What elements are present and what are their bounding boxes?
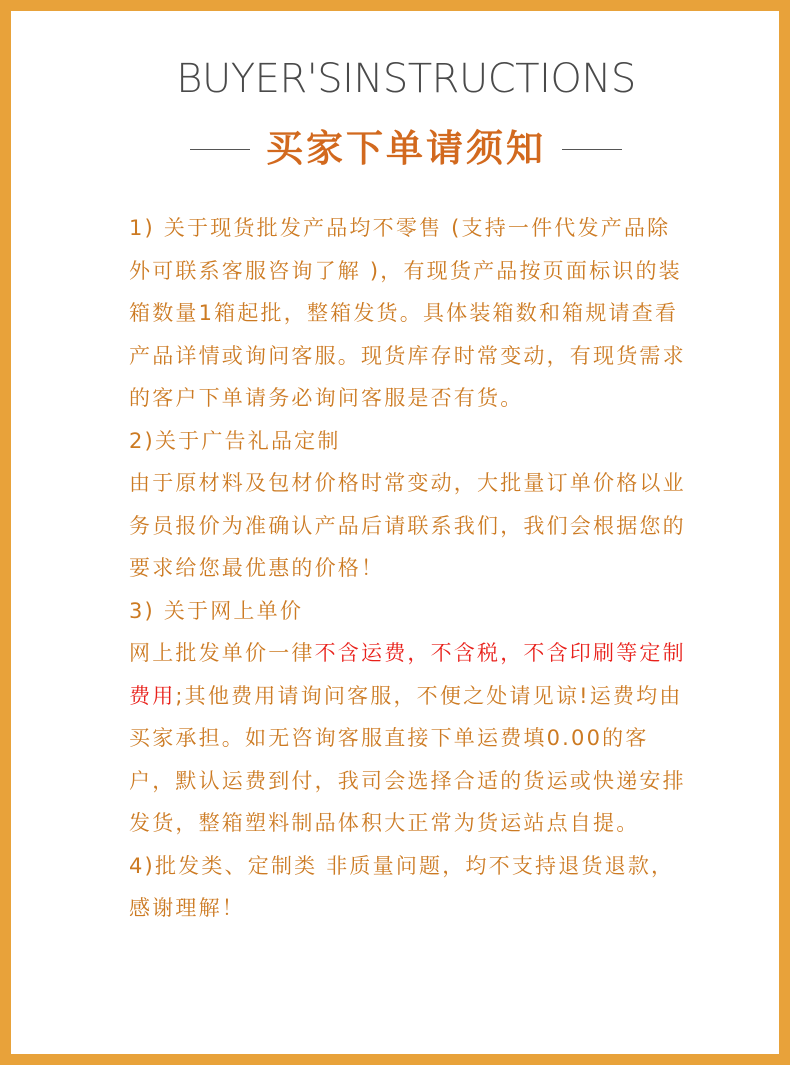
section-3-text (129, 632, 689, 845)
section-4-text: 4)批发类、定制类 非质量问题，均不支持退货退款，感谢理解！ (129, 853, 675, 920)
section-2-text: 由于原材料及包材价格时常变动，大批量订单价格以业务员报价为准确认产品后请联系我们，我们会根据您的要求给您最优惠的价格！ (129, 471, 686, 580)
section-2-heading: 2)关于广告礼品定制 (129, 428, 341, 453)
section-3-heading: 3) 关于网上单价 (129, 598, 304, 623)
section-1-text: 1) 关于现货批发产品均不零售 (支持一件代发产品除外可联系客服咨询了解 )，有现货产品按页面标识的装箱数量1箱起批，整箱发货。具体装箱数和箱规请查看产品详情或询问客服。现货库存时常变动，有现货需求的客户下单请务必询问客服是否有货。 (129, 216, 686, 410)
title-chinese: 买家下单请须知 (266, 127, 546, 170)
title-left-rule (190, 149, 250, 150)
section-3-text-before: 网上批发单价一律 (129, 641, 315, 665)
title-right-rule (562, 149, 622, 150)
title-chinese-row (11, 123, 790, 175)
section-3-text-after: ;其他费用请询问客服，不便之处请见谅!运费均由买家承担。如无咨询客服直接下单运费填0.00的客户，默认运费到付，我司会选择合适的货运或快递安排发货，整箱塑料制品体积大正常为货运站点自提。 (129, 683, 686, 835)
section-3-highlight: 不含运费，不含税，不含印刷等定制费用 (129, 641, 686, 708)
title-english: BUYER'SINSTRUCTIONS (176, 56, 636, 102)
instructions-body (129, 207, 689, 930)
